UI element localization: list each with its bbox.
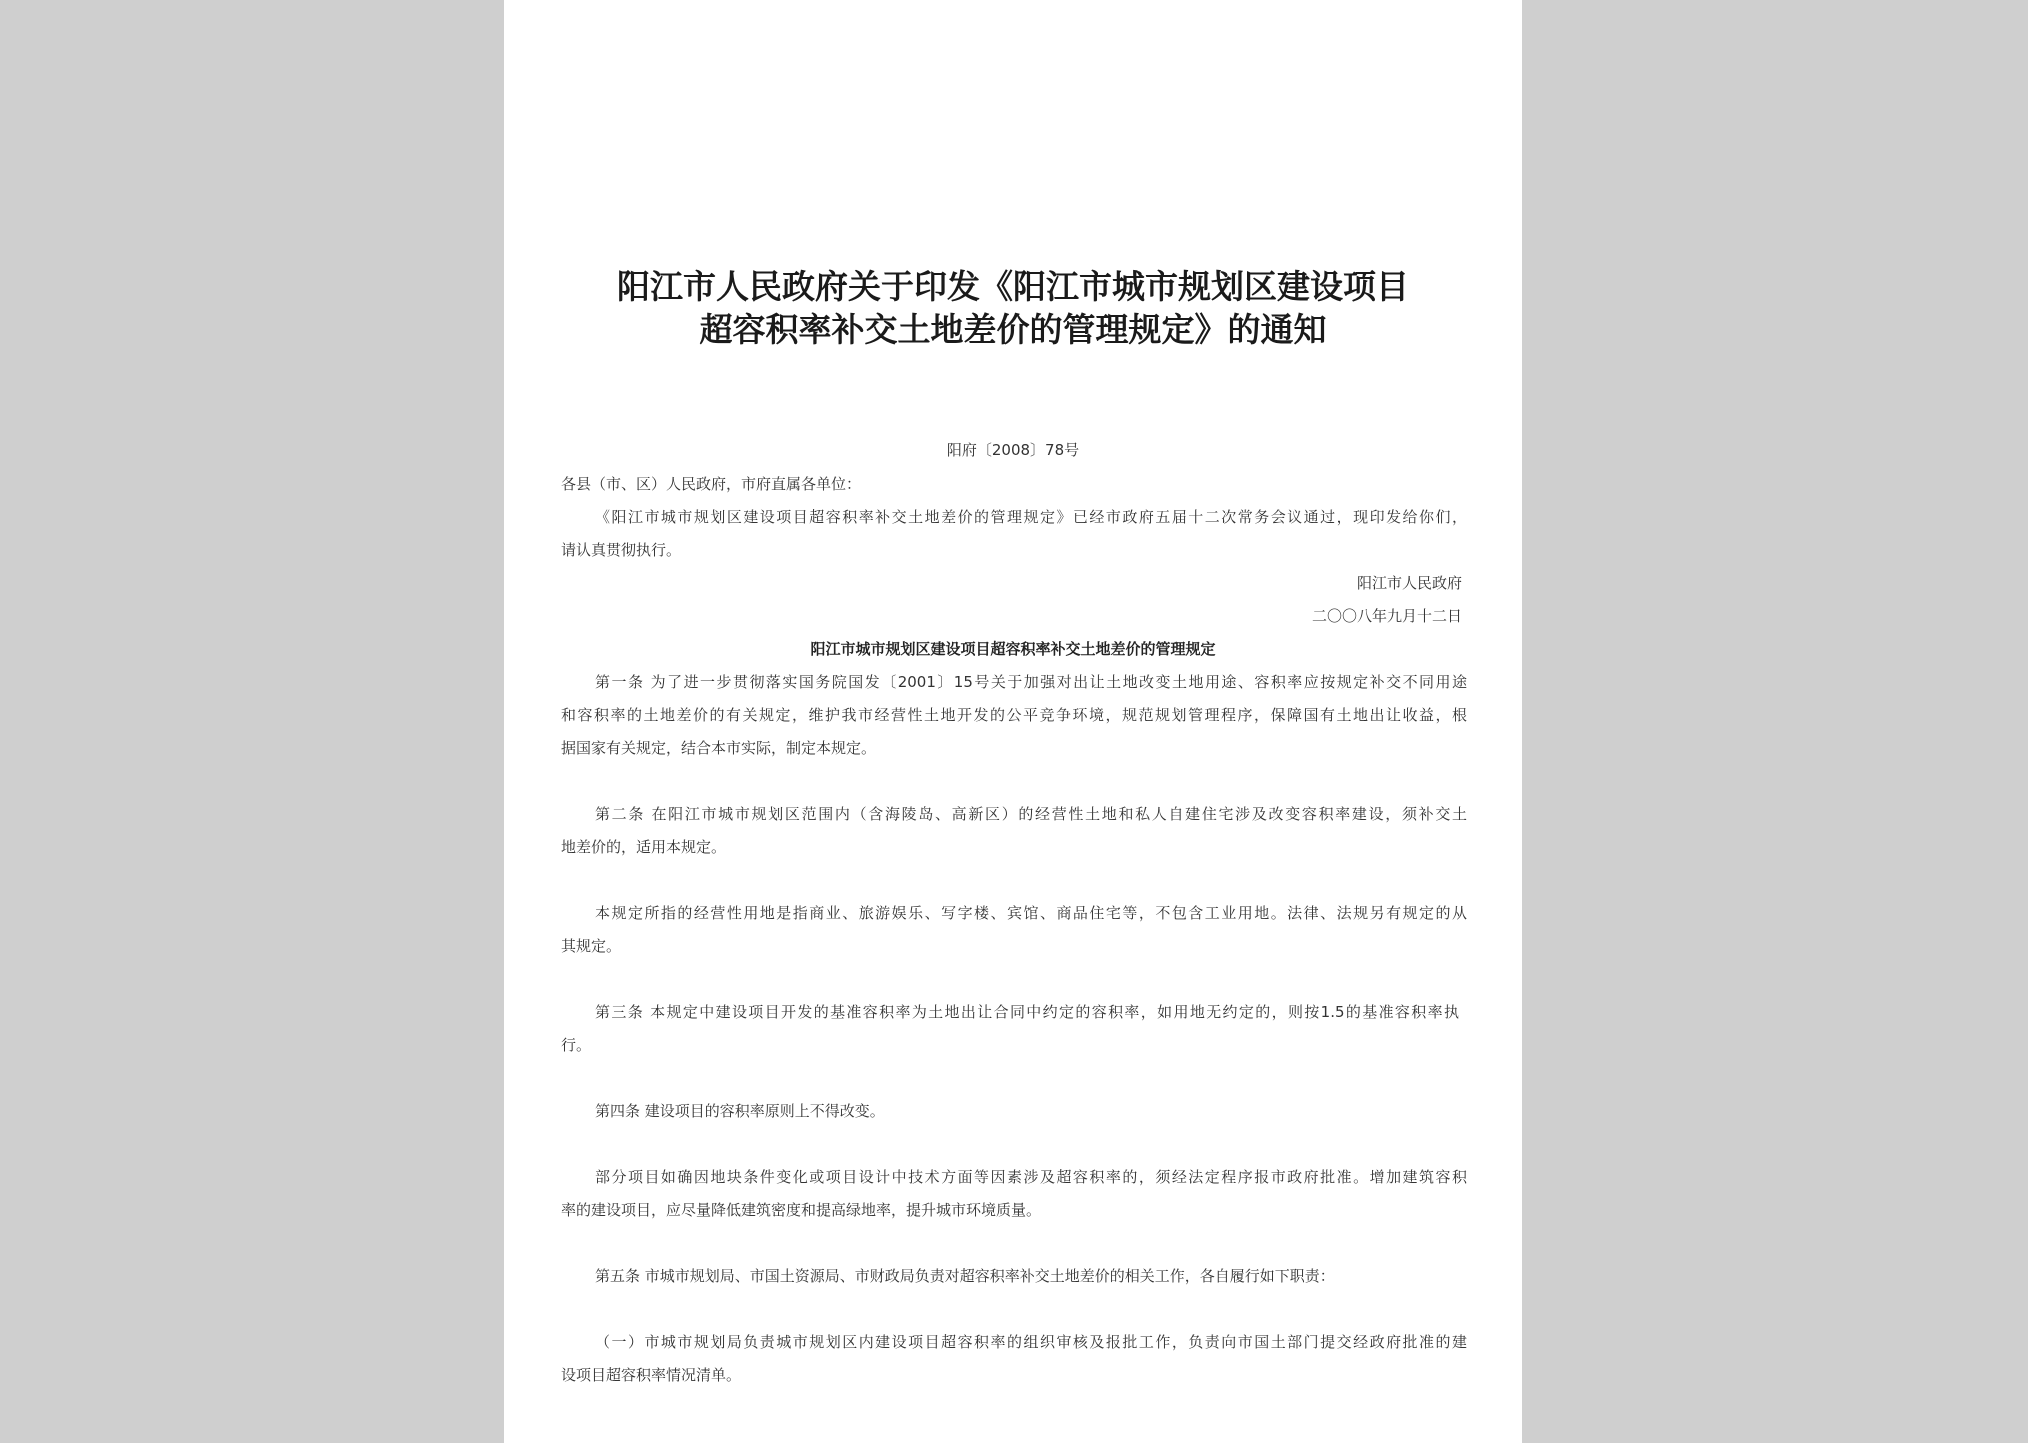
article-4b-line-2: 率的建设项目，应尽量降低建筑密度和提高绿地率，提升城市环境质量。 xyxy=(561,1201,1042,1219)
issue-date: 二〇〇八年九月十二日 xyxy=(1311,607,1462,625)
article-2-line-1: 第二条 在阳江市城市规划区范围内（含海陵岛、高新区）的经营性土地和私人自建住宅涉及改变容积率建设，须补交土 xyxy=(595,805,1467,823)
issuer: 阳江市人民政府 xyxy=(1356,574,1462,592)
article-5a-line-2: 设项目超容积率情况清单。 xyxy=(561,1366,742,1384)
article-3-line-1: 第三条 本规定中建设项目开发的基准容积率为土地出让合同中约定的容积率，如用地无约定的，则按1.5的基准容积率执 xyxy=(595,1003,1459,1021)
article-5-line-1: 第五条 市城市规划局、市国土资源局、市财政局负责对超容积率补交土地差价的相关工作，各自履行如下职责： xyxy=(595,1267,1335,1285)
article-1-line-2: 和容积率的土地差价的有关规定，维护我市经营性土地开发的公平竞争环境，规范规划管理程序，保障国有土地出让收益，根 xyxy=(561,706,1467,724)
document-title-line-2: 超容积率补交土地差价的管理规定》的通知 xyxy=(699,310,1327,349)
article-4b-line-1: 部分项目如确因地块条件变化或项目设计中技术方面等因素涉及超容积率的，须经法定程序报市政府批准。增加建筑容积 xyxy=(595,1168,1467,1186)
intro-line-1: 《阳江市城市规划区建设项目超容积率补交土地差价的管理规定》已经市政府五届十二次常务会议通过，现印发给你们， xyxy=(595,508,1467,526)
document-page xyxy=(504,0,1522,1443)
article-1-line-1: 第一条 为了进一步贯彻落实国务院国发〔2001〕15号关于加强对出让土地改变土地用途、容积率应按规定补交不同用途 xyxy=(595,673,1467,691)
intro-line-2: 请认真贯彻执行。 xyxy=(561,541,682,559)
article-2-line-2: 地差价的，适用本规定。 xyxy=(561,838,727,856)
document-title-line-1: 阳江市人民政府关于印发《阳江市城市规划区建设项目 xyxy=(617,267,1409,306)
document-number: 阳府〔2008〕78号 xyxy=(946,441,1080,459)
article-4-line-1: 第四条 建设项目的容积率原则上不得改变。 xyxy=(595,1102,885,1120)
article-2b-line-2: 其规定。 xyxy=(561,937,622,955)
article-3-line-2: 行。 xyxy=(561,1036,592,1054)
article-1-line-3: 据国家有关规定，结合本市实际，制定本规定。 xyxy=(561,739,877,757)
article-2b-line-1: 本规定所指的经营性用地是指商业、旅游娱乐、写字楼、宾馆、商品住宅等，不包含工业用地。法律、法规另有规定的从 xyxy=(595,904,1467,922)
addressee: 各县（市、区）人民政府，市府直属各单位： xyxy=(561,475,862,493)
regulation-title: 阳江市城市规划区建设项目超容积率补交土地差价的管理规定 xyxy=(810,640,1216,658)
article-5a-line-1: （一）市城市规划局负责城市规划区内建设项目超容积率的组织审核及报批工作，负责向市国土部门提交经政府批准的建 xyxy=(595,1333,1467,1351)
